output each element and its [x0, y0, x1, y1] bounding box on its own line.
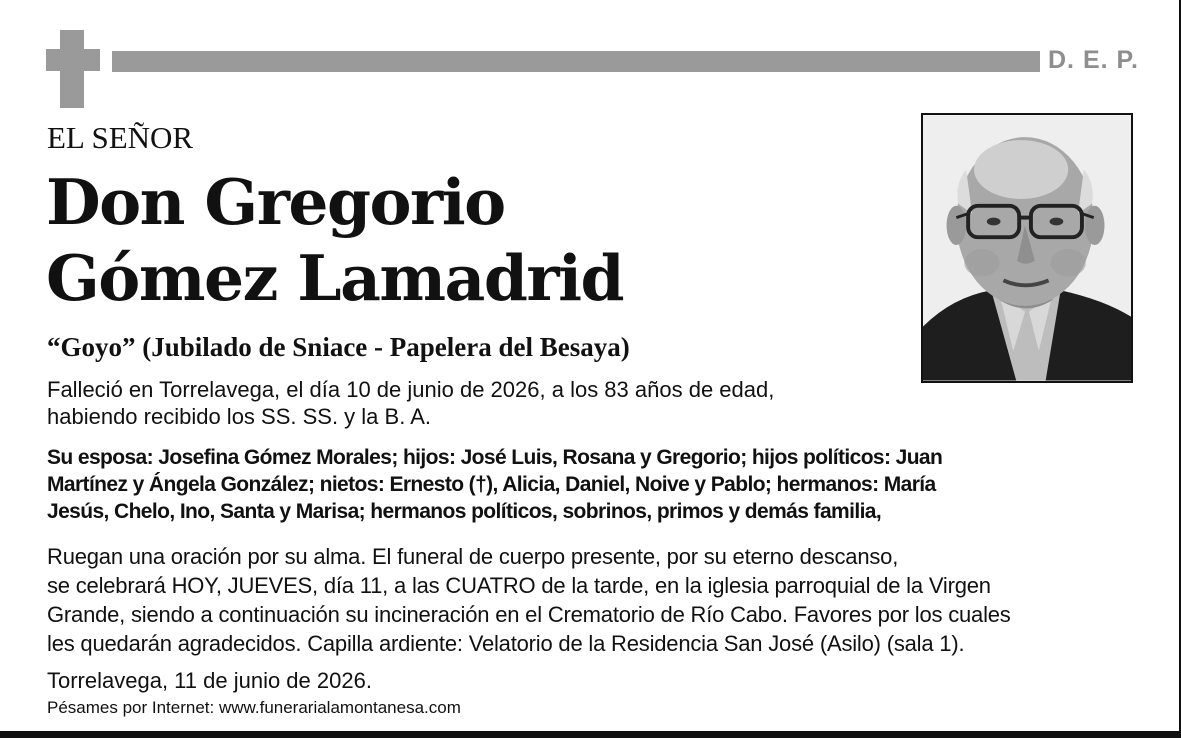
- family-line: Martínez y Ángela González; nietos: Ernesto (†), Alicia, Daniel, Noive y Pablo; hermanos: María: [47, 473, 936, 496]
- nickname: “Goyo” (Jubilado de Sniace - Papelera del Besaya): [47, 332, 630, 362]
- honorific: EL SEÑOR: [47, 120, 194, 155]
- family-list: [47, 444, 1157, 525]
- death-line: habiendo recibido los SS. SS. y la B. A.: [47, 404, 432, 429]
- name-line: Don Gregorio: [46, 165, 505, 239]
- death-notice: [47, 376, 917, 430]
- family-line: Jesús, Chelo, Ino, Santa y Marisa; hermanos políticos, sobrinos, primos y demás familia,: [47, 500, 882, 523]
- deceased-name: [46, 164, 623, 316]
- funeral-details: [47, 542, 1157, 658]
- funeral-line: Grande, siendo a continuación su incineración en el Crematorio de Río Cabo. Favores por los cuales: [47, 602, 1011, 627]
- place-date: Torrelavega, 11 de junio de 2026.: [47, 668, 372, 693]
- cross-icon: [46, 30, 100, 108]
- death-line: Falleció en Torrelavega, el día 10 de junio de 2026, a los 83 años de edad,: [47, 377, 775, 402]
- family-line: Su esposa: Josefina Gómez Morales; hijos: José Luis, Rosana y Gregorio; hijos políticos: Juan: [47, 446, 943, 469]
- dep-label: D. E. P.: [1048, 46, 1139, 74]
- portrait-photo: [921, 113, 1133, 383]
- condolences-link[interactable]: Pésames por Internet: www.funerarialamontanesa.com: [47, 698, 461, 717]
- header-rule: [112, 51, 1040, 72]
- funeral-line: les quedarán agradecidos. Capilla ardiente: Velatorio de la Residencia San José (Asilo) (sala 1).: [47, 631, 965, 656]
- funeral-line: se celebrará HOY, JUEVES, día 11, a las CUATRO de la tarde, en la iglesia parroquial de la Virgen: [47, 573, 991, 598]
- funeral-line: Ruegan una oración por su alma. El funeral de cuerpo presente, por su eterno descanso,: [47, 544, 899, 569]
- name-line: Gómez Lamadrid: [46, 241, 624, 315]
